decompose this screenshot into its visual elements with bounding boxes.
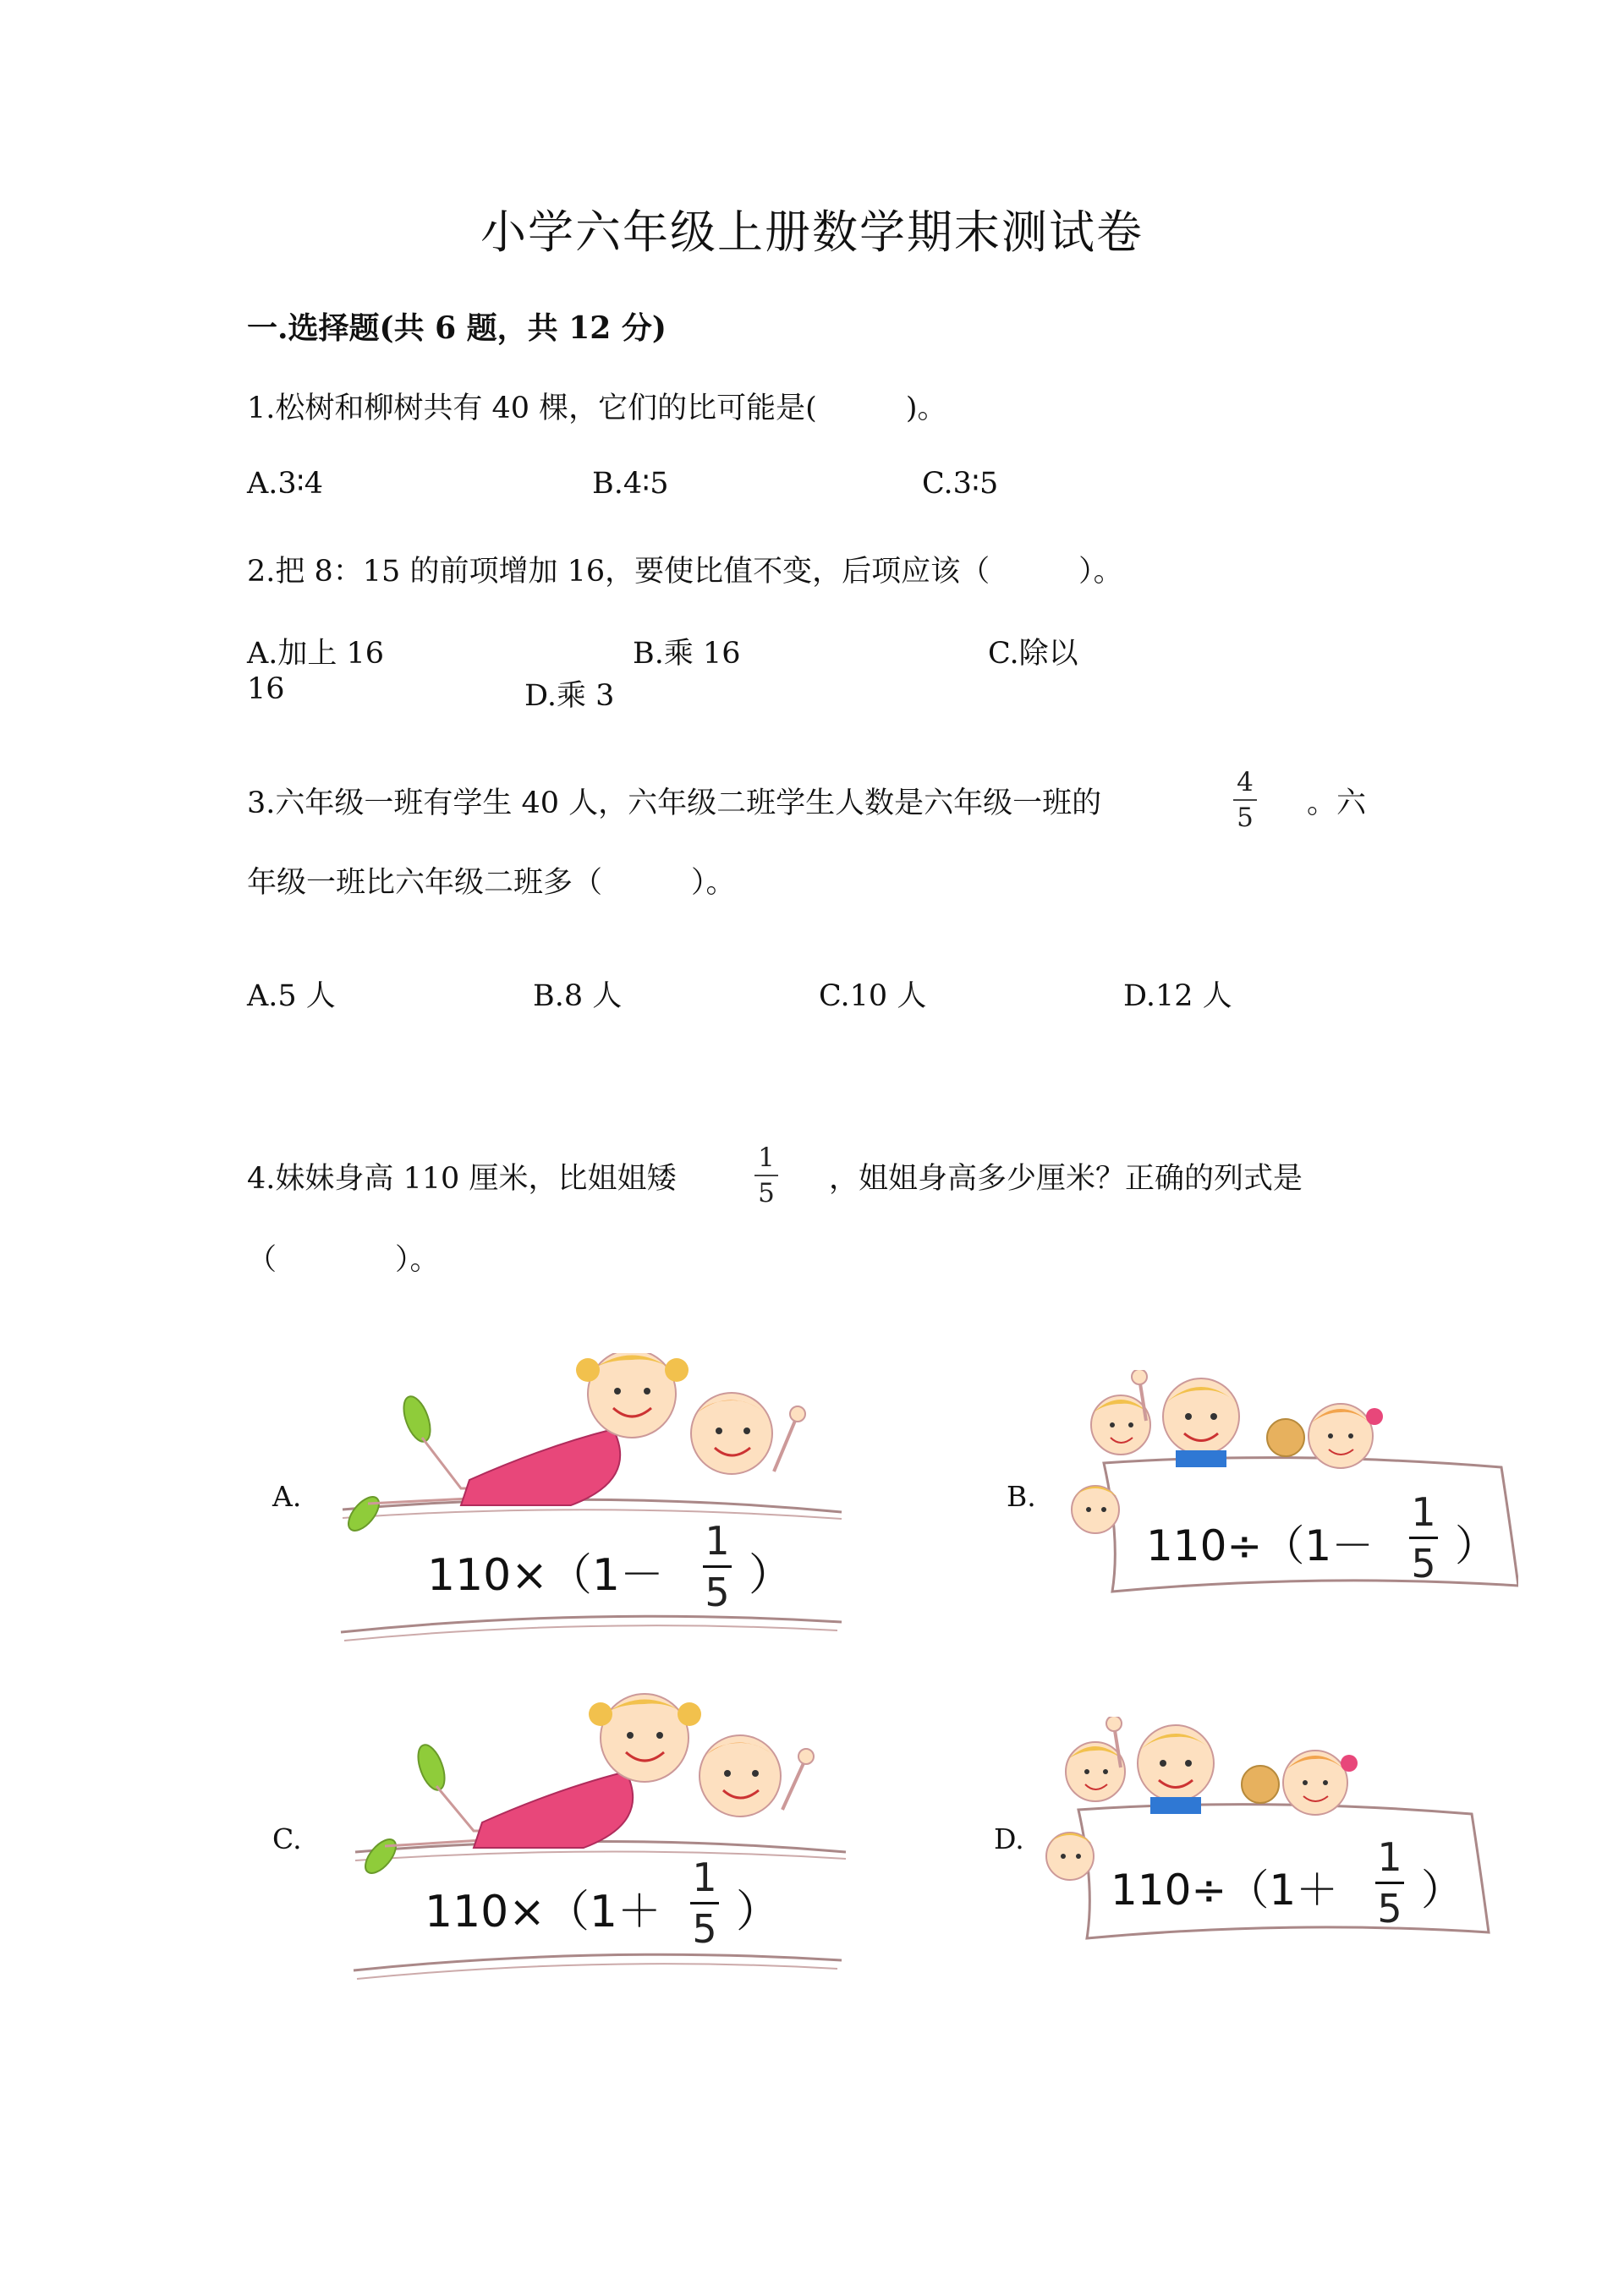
- question-4-line-1: 4.妹妹身高 110 厘米，比姐姐矮: [247, 1162, 677, 1196]
- q4-option-c-numerator: 1: [692, 1855, 717, 1900]
- question-4-line-1-end: ，姐姐身高多少厘米？正确的列式是: [829, 1162, 1303, 1196]
- section-heading: 一.选择题(共 6 题，共 12 分): [247, 310, 667, 346]
- fraction-bar: [754, 1175, 778, 1176]
- q3-fraction-denominator: 5: [1237, 803, 1254, 833]
- fraction-bar: [703, 1565, 732, 1568]
- q4-option-c-close: ）: [736, 1887, 781, 1937]
- q1-option-c[interactable]: C.3∶5: [922, 467, 999, 501]
- q4-option-a-card[interactable]: [334, 1353, 859, 1649]
- fraction-bar: [1409, 1537, 1438, 1539]
- q4-option-d-fraction: [1370, 1835, 1409, 1931]
- q4-option-a-denominator: 5: [705, 1570, 730, 1615]
- page-title: 小学六年级上册数学期末测试卷: [480, 205, 1144, 259]
- fraction-bar: [1375, 1882, 1404, 1884]
- q4-option-b-denominator: 5: [1411, 1541, 1436, 1586]
- kids-lying-illustration: [347, 1691, 854, 1987]
- question-2: 2.把 8：15 的前项增加 16，要使比值不变，后项应该（ ）。: [247, 555, 1123, 589]
- q3-fraction: [1228, 768, 1262, 832]
- q4-option-d-expression: 110÷（1＋: [1111, 1866, 1339, 1915]
- q2-option-b[interactable]: B.乘 16: [633, 637, 741, 671]
- q4-option-d-card[interactable]: [1036, 1717, 1493, 1962]
- question-3-line-1-end: 。六: [1307, 786, 1367, 820]
- kids-banner-illustration: [1036, 1717, 1493, 1962]
- q4-option-b-numerator: 1: [1411, 1489, 1436, 1535]
- q4-option-b-fraction: [1404, 1490, 1443, 1586]
- fraction-bar: [690, 1902, 719, 1904]
- question-4-line-2: （ ）。: [247, 1243, 440, 1277]
- q2-option-d[interactable]: D.乘 3: [524, 679, 615, 713]
- q4-option-b-label[interactable]: B.: [1007, 1480, 1036, 1513]
- q4-option-c-fraction: [685, 1855, 724, 1951]
- question-1: 1.松树和柳树共有 40 棵，它们的比可能是( )。: [247, 392, 947, 425]
- q3-option-c[interactable]: C.10 人: [819, 979, 927, 1013]
- kids-lying-illustration: [334, 1353, 859, 1649]
- q3-option-b[interactable]: B.8 人: [533, 979, 623, 1013]
- q4-option-a-expression: 110×（1－: [427, 1550, 664, 1601]
- q4-option-c-label[interactable]: C.: [272, 1822, 302, 1855]
- q3-fraction-numerator: 4: [1237, 767, 1254, 797]
- q4-option-c-card[interactable]: [347, 1691, 854, 1987]
- q2-option-c-continued: 16: [247, 672, 285, 706]
- q4-fraction-numerator: 1: [758, 1143, 775, 1173]
- q4-option-d-denominator: 5: [1377, 1886, 1402, 1932]
- q4-option-a-numerator: 1: [705, 1518, 730, 1564]
- q4-option-d-numerator: 1: [1377, 1834, 1402, 1880]
- q2-option-a[interactable]: A.加上 16: [247, 637, 385, 671]
- q4-option-a-label[interactable]: A.: [272, 1480, 302, 1513]
- q4-option-c-denominator: 5: [692, 1906, 717, 1952]
- q4-fraction-denominator: 5: [758, 1178, 775, 1208]
- q1-option-b[interactable]: B.4∶5: [592, 467, 669, 501]
- q4-fraction: [749, 1143, 783, 1208]
- q4-option-d-close: ）: [1421, 1866, 1463, 1915]
- q3-option-d[interactable]: D.12 人: [1123, 979, 1232, 1013]
- q4-option-b-card[interactable]: [1062, 1370, 1518, 1615]
- q4-option-c-expression: 110×（1＋: [425, 1887, 661, 1937]
- q4-option-b-close: ）: [1455, 1521, 1497, 1570]
- q3-option-a[interactable]: A.5 人: [247, 979, 336, 1013]
- q4-option-d-label[interactable]: D.: [994, 1822, 1024, 1855]
- fraction-bar: [1233, 799, 1257, 801]
- question-3-line-2: 年级一班比六年级二班多（ ）。: [247, 866, 736, 900]
- kids-banner-illustration: [1062, 1370, 1518, 1615]
- question-3-line-1: 3.六年级一班有学生 40 人，六年级二班学生人数是六年级一班的: [247, 786, 1102, 820]
- q4-option-b-expression: 110÷（1－: [1146, 1521, 1374, 1570]
- q1-option-a[interactable]: A.3∶4: [247, 467, 324, 501]
- q2-option-c[interactable]: C.除以: [988, 637, 1078, 671]
- q4-option-a-fraction: [698, 1519, 737, 1614]
- q4-option-a-close: ）: [749, 1550, 793, 1601]
